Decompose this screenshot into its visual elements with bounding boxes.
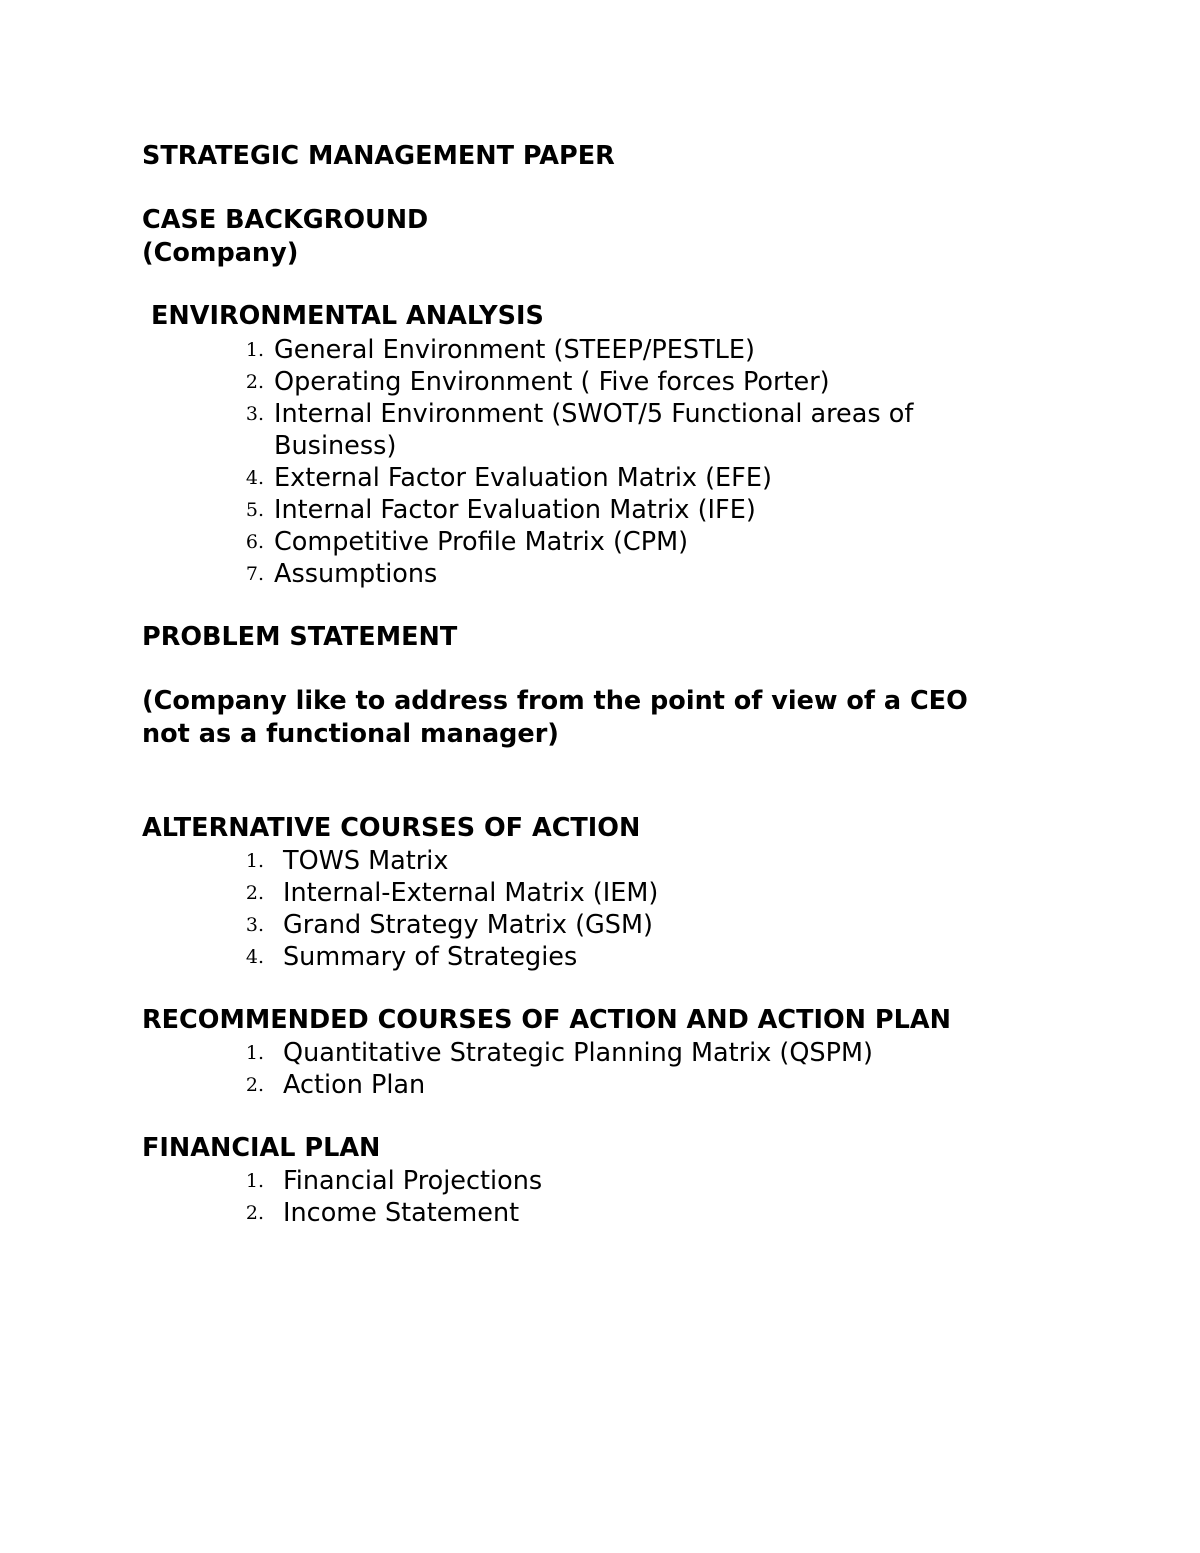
list-item-text: Income Statement [283, 1198, 520, 1228]
list-item-text: Internal Factor Evaluation Matrix (IFE) [274, 495, 756, 525]
list-item-text: Summary of Strategies [283, 942, 578, 972]
list-item-number: 2. [245, 882, 264, 904]
list-item-number: 3. [245, 914, 264, 936]
list-item [245, 462, 913, 494]
list-item [245, 494, 913, 526]
list-item [245, 1165, 543, 1197]
list-item [245, 1069, 873, 1101]
list-item-text: Action Plan [283, 1070, 426, 1100]
list-item [245, 366, 913, 398]
list-item [245, 941, 658, 973]
list-item-text: Assumptions [274, 559, 438, 589]
list-item-number: 4. [245, 946, 264, 968]
environmental-analysis-heading: ENVIRONMENTAL ANALYSIS [151, 301, 544, 331]
problem-statement-note-line-1: (Company like to address from the point of view of a CEO [142, 686, 968, 716]
list-item-number: 2. [245, 1202, 264, 1224]
list-item-text: Financial Projections [283, 1166, 543, 1196]
list-item [245, 334, 913, 366]
problem-statement-note-line-2: not as a functional manager) [142, 719, 559, 749]
list-item-text: External Factor Evaluation Matrix (EFE) [274, 463, 772, 493]
document-title: STRATEGIC MANAGEMENT PAPER [142, 141, 615, 171]
list-item [245, 877, 659, 909]
list-item-number: 1. [245, 850, 264, 872]
alternative-courses-list [245, 845, 659, 973]
list-item-text: Operating Environment ( Five forces Porter) [274, 367, 830, 397]
list-item [245, 398, 914, 462]
case-background-heading: CASE BACKGROUND [142, 205, 429, 235]
list-item-number: 2. [245, 371, 264, 393]
list-item-text: Competitive Profile Matrix (CPM) [274, 527, 689, 557]
environmental-analysis-list [245, 334, 914, 590]
list-item [245, 845, 658, 877]
list-item-number: 1. [245, 1170, 264, 1192]
list-item-text: Internal-External Matrix (IEM) [283, 878, 659, 908]
list-item [245, 1197, 542, 1229]
list-item-text: Internal Environment (SWOT/5 Functional areas of [274, 399, 914, 429]
financial-plan-list [245, 1165, 543, 1229]
list-item-number: 2. [245, 1074, 264, 1096]
list-item-text: General Environment (STEEP/PESTLE) [274, 335, 755, 365]
list-item [245, 1037, 873, 1069]
list-item-text-continued: Business) [274, 431, 397, 461]
financial-plan-heading: FINANCIAL PLAN [142, 1133, 381, 1163]
list-item-text: Quantitative Strategic Planning Matrix (QSPM) [283, 1038, 873, 1068]
alternative-courses-heading: ALTERNATIVE COURSES OF ACTION [142, 813, 641, 843]
list-item-number: 7. [245, 563, 264, 585]
list-item-number: 4. [245, 467, 264, 489]
list-item-number: 1. [245, 339, 264, 361]
list-item-text: Grand Strategy Matrix (GSM) [283, 910, 653, 940]
list-item [245, 558, 913, 590]
recommended-courses-list [245, 1037, 873, 1101]
list-item-number: 1. [245, 1042, 264, 1064]
list-item [245, 526, 913, 558]
list-item-number: 3. [245, 403, 264, 425]
list-item-number: 6. [245, 531, 264, 553]
recommended-courses-heading: RECOMMENDED COURSES OF ACTION AND ACTION PLAN [142, 1005, 951, 1035]
list-item [245, 909, 658, 941]
problem-statement-heading: PROBLEM STATEMENT [142, 622, 458, 652]
list-item-number: 5. [245, 499, 264, 521]
list-item-text: TOWS Matrix [283, 846, 449, 876]
case-background-subheading: (Company) [142, 238, 299, 268]
